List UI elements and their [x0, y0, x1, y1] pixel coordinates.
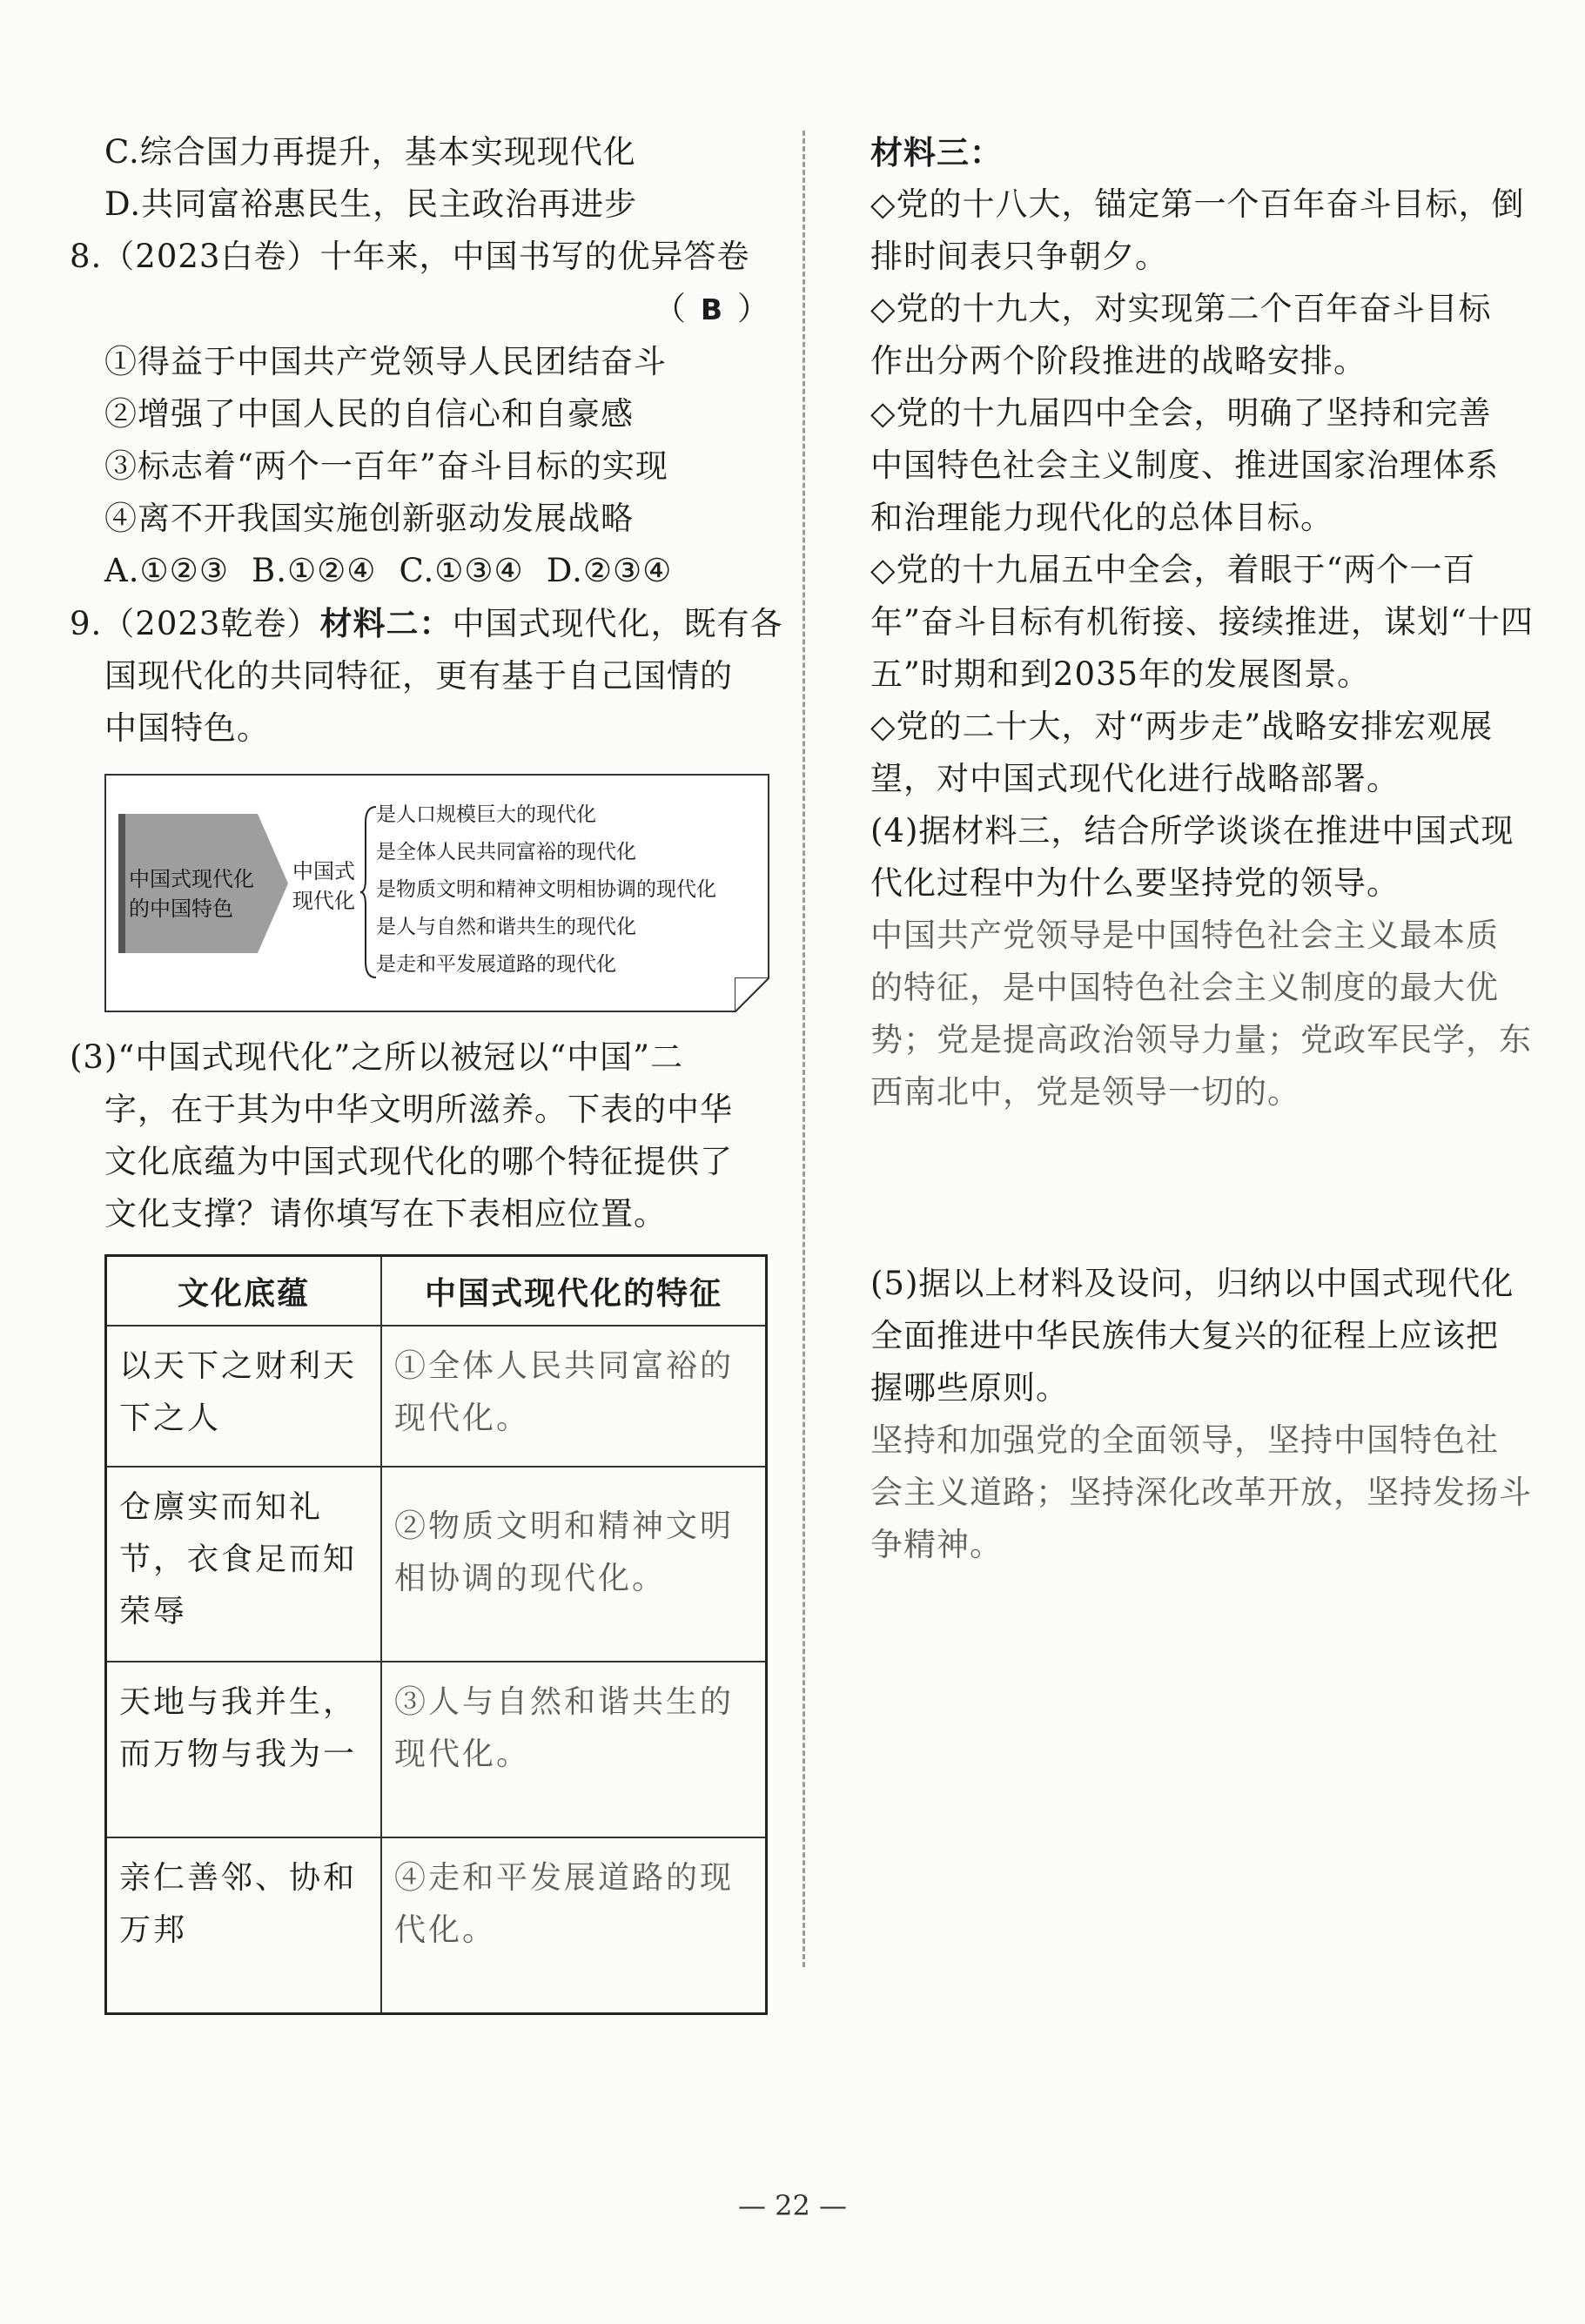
material3-line: 年”奋斗目标有机衔接、接续推进，谋划“十四	[870, 603, 1534, 641]
cell-line: 万邦	[119, 1912, 188, 1948]
column-divider	[803, 131, 805, 1967]
material3-line: ◇党的十八大，锚定第一个百年奋斗目标，倒	[870, 185, 1525, 223]
culture-cell	[106, 1837, 382, 2014]
diagram-feature-list	[376, 796, 716, 984]
material3-line: ◇党的二十大，对“两步走”战略安排宏观展	[870, 708, 1494, 745]
table-row	[106, 1662, 767, 1837]
diagram-feature: 是走和平发展道路的现代化	[376, 953, 616, 976]
diagram-feature: 是人口规模巨大的现代化	[376, 803, 596, 826]
q8-option-b: B.①②④	[252, 552, 377, 589]
cell-line: 节，衣食足而知	[119, 1541, 358, 1577]
q5-line1: (5)据以上材料及设问，归纳以中国式现代化	[870, 1265, 1514, 1302]
q9-stem-line1	[70, 597, 783, 650]
q4-line2: 代化过程中为什么要坚持党的领导。	[870, 864, 1400, 902]
cell-line: 仓廪实而知礼	[119, 1489, 324, 1525]
page-number: — 22 —	[737, 2189, 848, 2222]
arrow-label-2: 的中国特色	[129, 897, 233, 921]
q4-answer-line: 的特征，是中国特色社会主义制度的最大优	[870, 969, 1499, 1006]
table-row	[106, 1326, 767, 1467]
material3-line: ◇党的十九大，对实现第二个百年奋斗目标	[870, 290, 1492, 327]
q8-answer-paren: （ B ）	[653, 290, 770, 327]
option-c-line: C.综合国力再提升，基本实现现代化	[104, 133, 636, 171]
feature-answer-cell	[381, 1662, 767, 1837]
q8-option-d: D.②③④	[546, 552, 673, 589]
table-row	[106, 1837, 767, 2014]
table-row	[106, 1467, 767, 1662]
material3-line: 望，对中国式现代化进行战略部署。	[870, 760, 1400, 797]
arrow-label-1: 中国式现代化	[129, 867, 254, 891]
cell-line: 相协调的现代化。	[394, 1561, 667, 1596]
q9-material-label: 材料二：	[319, 604, 453, 642]
cell-line: 下之人	[119, 1400, 222, 1436]
table-header-feature: 中国式现代化的特征	[381, 1256, 767, 1327]
cell-line: 而万物与我为一	[119, 1736, 358, 1772]
mid-label-2: 现代化	[292, 889, 355, 913]
q5-line2: 全面推进中华民族伟大复兴的征程上应该把	[870, 1317, 1499, 1354]
q9-stem-line3: 中国特色。	[104, 709, 270, 747]
diagram-arrow	[118, 814, 288, 953]
left-column	[70, 126, 783, 2015]
table-header-culture: 文化底蕴	[106, 1256, 382, 1327]
modernization-diagram	[104, 774, 769, 1012]
q8-option-a: A.①②③	[104, 552, 229, 589]
material3-line: 和治理能力现代化的总体目标。	[870, 499, 1333, 536]
q4-answer-line: 中国共产党领导是中国特色社会主义最本质	[870, 917, 1499, 954]
diagram-mid-label	[289, 856, 359, 916]
diagram-feature: 是人与自然和谐共生的现代化	[376, 916, 636, 938]
diagram-arrow-text	[129, 864, 281, 924]
feature-answer-cell	[381, 1837, 767, 2014]
q8-item-1: ①得益于中国共产党领导人民团结奋斗	[104, 343, 667, 380]
q3-line4: 文化支撑？请你填写在下表相应位置。	[104, 1195, 667, 1233]
q5-line3: 握哪些原则。	[870, 1369, 1069, 1407]
cell-line: ④走和平发展道路的现	[394, 1860, 735, 1896]
mid-label-1: 中国式	[292, 859, 355, 883]
cell-line: 荣辱	[119, 1594, 188, 1629]
q8-options	[70, 545, 775, 597]
material3-line: 排时间表只争朝夕。	[870, 238, 1168, 275]
material3-line: 五”时期和到2035年的发展图景。	[870, 655, 1371, 693]
cell-line: 代化。	[394, 1912, 497, 1948]
q3-line1: (3)“中国式现代化”之所以被冠以“中国”二	[70, 1038, 684, 1076]
q4-answer-line: 势；党是提高政治领导力量；党政军民学，东	[870, 1021, 1532, 1058]
material3-line: ◇党的十九届四中全会，明确了坚持和完善	[870, 394, 1492, 432]
q8-item-3: ③标志着“两个一百年”奋斗目标的实现	[104, 447, 668, 485]
q9-stem-line2: 国现代化的共同特征，更有基于自己国情的	[104, 657, 733, 695]
q8-item-4: ④离不开我国实施创新驱动发展战略	[104, 500, 634, 537]
diagram-feature: 是物质文明和精神文明相协调的现代化	[376, 878, 716, 901]
cell-line: 现代化。	[394, 1736, 531, 1772]
option-d-line: D.共同富裕惠民生，民主政治再进步	[104, 185, 638, 223]
q3-line2: 字，在于其为中华文明所滋养。下表的中华	[104, 1091, 733, 1128]
q9-stem-text: 中国式现代化，既有各	[452, 605, 783, 642]
q8-option-c: C.①③④	[399, 552, 524, 589]
material3-line: 中国特色社会主义制度、推进国家治理体系	[870, 447, 1499, 484]
q8-answer: B	[700, 292, 723, 326]
culture-table	[104, 1254, 768, 2015]
culture-cell	[106, 1662, 382, 1837]
cell-line: ①全体人民共同富裕的	[394, 1348, 735, 1384]
cell-line: 以天下之财利天	[119, 1348, 358, 1384]
right-column	[870, 126, 1541, 1571]
cell-line: 亲仁善邻、协和	[119, 1860, 358, 1896]
q5-answer-line: 争精神。	[870, 1526, 1003, 1563]
q4-answer-line: 西南北中，党是领导一切的。	[870, 1073, 1300, 1111]
feature-answer-cell	[381, 1326, 767, 1467]
cell-line: 现代化。	[394, 1400, 531, 1436]
brace-icon	[360, 805, 378, 979]
q8-stem: 8.（2023白卷）十年来，中国书写的优异答卷	[70, 238, 750, 275]
material3-line: ◇党的十九届五中全会，着眼于“两个一百	[870, 551, 1476, 588]
material3-title: 材料三：	[870, 133, 1003, 171]
material3-line: 作出分两个阶段推进的战略安排。	[870, 342, 1367, 379]
culture-cell	[106, 1467, 382, 1662]
q5-answer-line: 坚持和加强党的全面领导，坚持中国特色社	[870, 1421, 1499, 1459]
culture-cell	[106, 1326, 382, 1467]
diagram-feature: 是全体人民共同富裕的现代化	[376, 841, 636, 863]
q3-line3: 文化底蕴为中国式现代化的哪个特征提供了	[104, 1143, 733, 1180]
cell-line: ②物质文明和精神文明	[394, 1508, 735, 1544]
page-fold-icon	[735, 977, 769, 1012]
q8-item-2: ②增强了中国人民的自信心和自豪感	[104, 395, 634, 433]
cell-line: ③人与自然和谐共生的	[394, 1684, 735, 1720]
q9-source: 9.（2023乾卷）	[70, 605, 320, 642]
q5-answer-line: 会主义道路；坚持深化改革开放，坚持发扬斗	[870, 1474, 1532, 1511]
cell-line: 天地与我并生，	[119, 1684, 358, 1720]
q4-line1: (4)据材料三，结合所学谈谈在推进中国式现	[870, 812, 1514, 850]
feature-answer-cell	[381, 1467, 767, 1662]
